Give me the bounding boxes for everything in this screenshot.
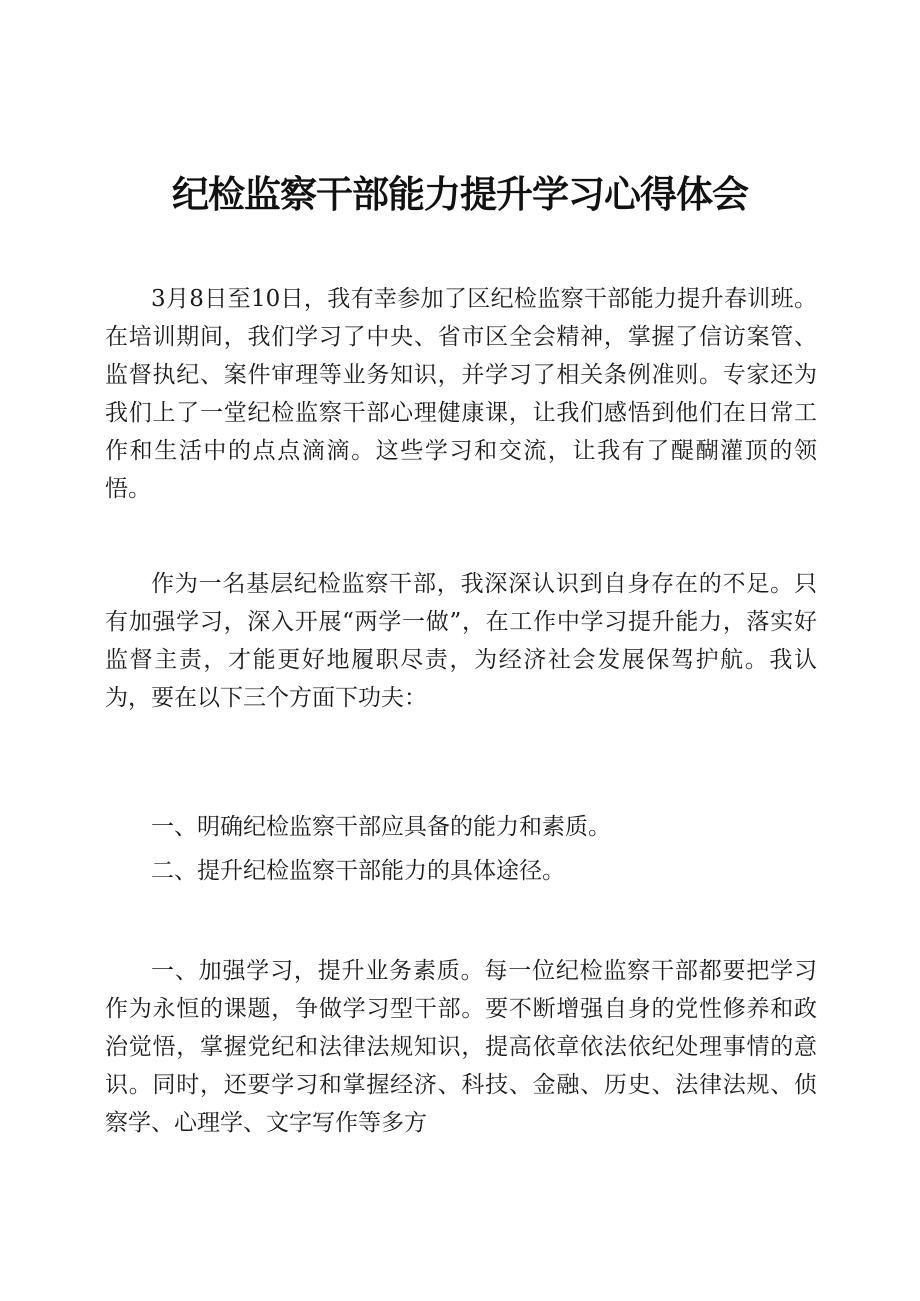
document-title: 纪检监察干部能力提升学习心得体会 (172, 173, 748, 216)
paragraph-training-summary: 3月8日至10日，我有幸参加了区纪检监察干部能力提升春训班。在培训期间，我们学习了中央、省市区全会精神，掌握了信访案管、监督执纪、案件审理等业务知识，并学习了相关条例准则。专家还为我们上了一堂纪检监察干部心理健康课，让我们感悟到他们在日常工作和生活中的点点滴滴。这些学习和交流，让我有了醍醐灌顶的领悟。 (105, 286, 817, 502)
paragraph-strengthen-learning: 一、加强学习，提升业务素质。每一位纪检监察干部都要把学习作为永恒的课题，争做学习型干部。要不断增强自身的党性修养和政治觉悟，掌握党纪和法律法规知识，提高依章依法依纪处理事情的意识。同时，还要学习和掌握经济、科技、金融、历史、法律法规、侦察学、心理学、文字写作等多方 (105, 958, 817, 1136)
paragraph-self-reflection: 作为一名基层纪检监察干部，我深深认识到自身存在的不足。只有加强学习，深入开展“两学一做”，在工作中学习提升能力，落实好监督主责，才能更好地履职尽责，为经济社会发展保驾护航。我认为，要在以下三个方面下功夫： (105, 571, 817, 711)
list-item: 二、提升纪检监察干部能力的具体途径。 (151, 858, 565, 884)
list-item: 一、明确纪检监察干部应具备的能力和素质。 (151, 814, 611, 840)
